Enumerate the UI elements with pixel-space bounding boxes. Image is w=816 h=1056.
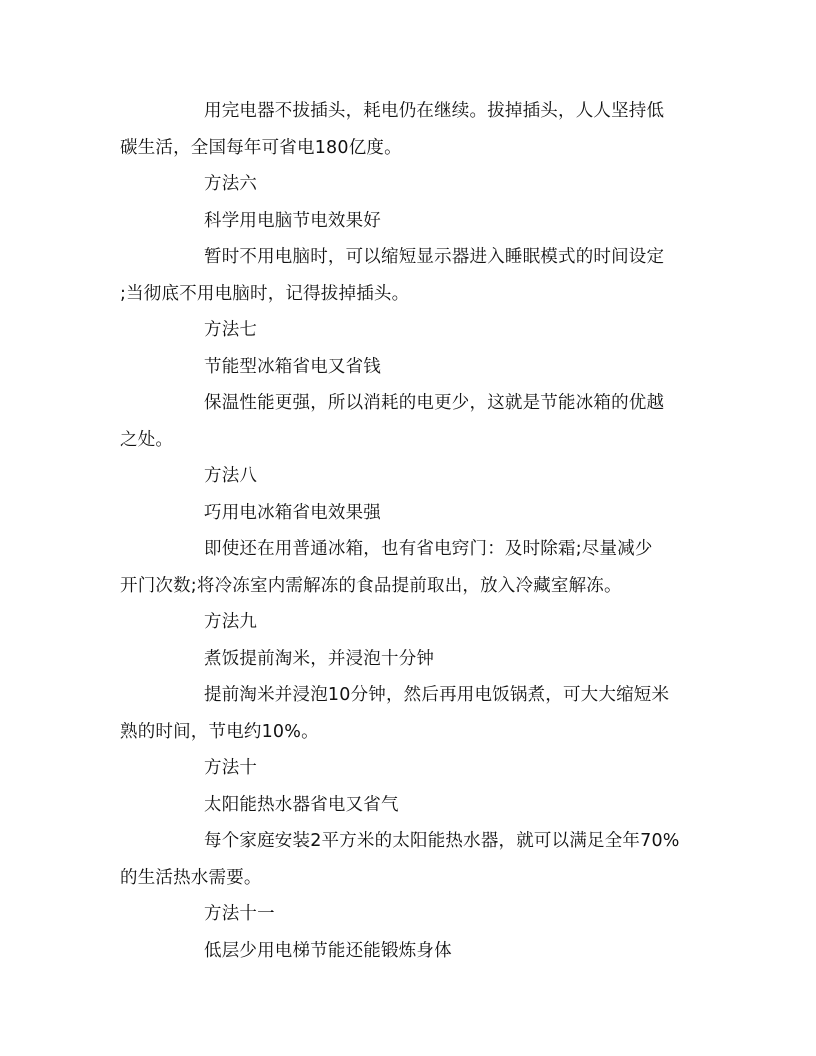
method-heading: 方法十: [204, 758, 258, 778]
method-title: 太阳能热水器省电又省气: [204, 794, 399, 815]
paragraph-line: 碳生活，全国每年可省电180亿度。: [120, 137, 402, 158]
method-heading: 方法七: [204, 320, 258, 340]
paragraph-line: 保温性能更强，所以消耗的电更少，这就是节能冰箱的优越: [204, 393, 665, 413]
method-title: 科学用电脑节电效果好: [204, 210, 381, 231]
paragraph-line: 暂时不用电脑时，可以缩短显示器进入睡眠模式的时间设定: [204, 247, 665, 267]
paragraph-line: ;当彻底不用电脑时，记得拔掉插头。: [120, 283, 410, 304]
paragraph-line: 开门次数;将冷冻室内需解冻的食品提前取出，放入冷藏室解冻。: [120, 575, 622, 596]
method-title: 低层少用电梯节能还能锻炼身体: [204, 940, 452, 961]
paragraph-line: 即使还在用普通冰箱，也有省电窍门：及时除霜;尽量减少: [204, 539, 653, 559]
method-heading: 方法十一: [204, 904, 275, 924]
paragraph-line: 用完电器不拔插头，耗电仍在继续。拔掉插头，人人坚持低: [204, 101, 665, 121]
method-heading: 方法八: [204, 466, 258, 486]
method-title: 煮饭提前淘米，并浸泡十分钟: [204, 648, 435, 669]
paragraph-line: 每个家庭安装2平方米的太阳能热水器，就可以满足全年70%: [204, 831, 680, 851]
paragraph-line: 之处。: [120, 429, 174, 450]
paragraph-line: 熟的时间，节电约10%。: [120, 721, 319, 742]
method-heading: 方法六: [204, 174, 258, 194]
method-heading: 方法九: [204, 612, 258, 632]
document-body: [120, 93, 690, 969]
method-title: 节能型冰箱省电又省钱: [204, 356, 381, 377]
paragraph-line: 提前淘米并浸泡10分钟，然后再用电饭锅煮，可大大缩短米: [204, 685, 670, 705]
paragraph-line: 的生活热水需要。: [120, 867, 262, 888]
method-title: 巧用电冰箱省电效果强: [204, 502, 381, 523]
